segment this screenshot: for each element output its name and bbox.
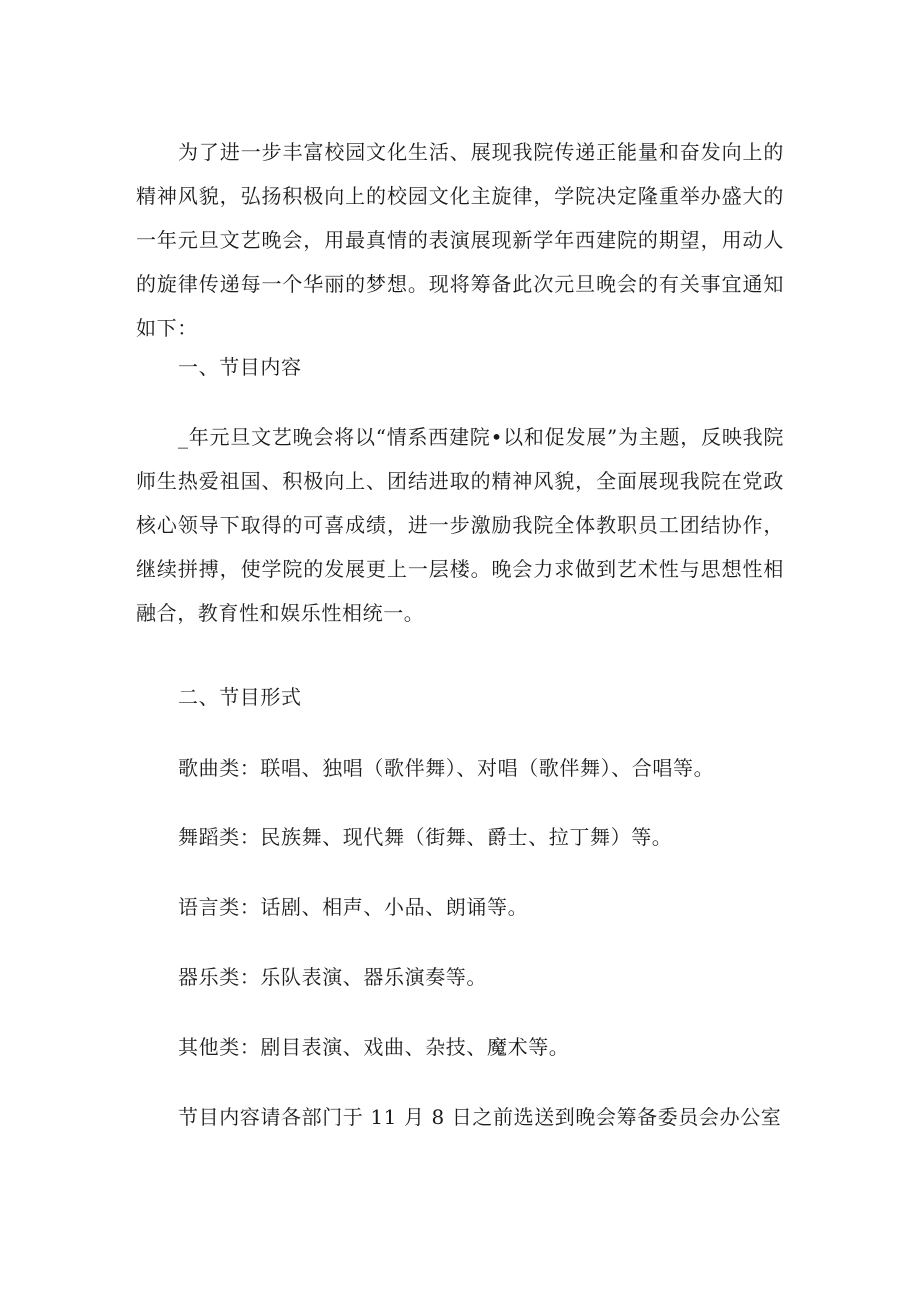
category-other: 其他类：剧目表演、戏曲、杂技、魔术等。 <box>178 1035 570 1059</box>
section-heading-program-format: 二、节目形式 <box>178 685 302 709</box>
intro-paragraph: 为了进一步丰富校园文化生活、展现我院传递正能量和奋发向上的精神风貌，弘扬积极向上的校园文化主旋律，学院决定隆重举办盛大的一年元旦文艺晚会，用最真情的表演展现新学年西建院的期望，用动人的旋律传递每一个华丽的梦想。现将筹备此次元旦晚会的有关事宜通知如下： <box>136 140 784 340</box>
category-language: 语言类：话剧、相声、小品、朗诵等。 <box>178 895 529 919</box>
section-heading-program-content: 一、节目内容 <box>178 355 302 379</box>
category-dance: 舞蹈类：民族舞、现代舞（街舞、爵士、拉丁舞）等。 <box>178 825 673 849</box>
category-instrumental: 器乐类：乐队表演、器乐演奏等。 <box>178 965 487 989</box>
program-content-paragraph: _年元旦文艺晚会将以“情系西建院•以和促发展”为主题，反映我院师生热爱祖国、积极向上、团结进取的精神风貌，全面展现我院在党政核心领导下取得的可喜成绩，进一步激励我院全体教职员工团结协作，继续拼搏，使学院的发展更上一层楼。晚会力求做到艺术性与思想性相融合，教育性和娱乐性相统一。 <box>136 425 784 625</box>
category-songs: 歌曲类：联唱、独唱（歌伴舞）、对唱（歌伴舞）、合唱等。 <box>178 756 715 780</box>
closing-paragraph: 节目内容请各部门于 11 月 8 日之前选送到晚会筹备委员会办公室 <box>178 1105 782 1129</box>
